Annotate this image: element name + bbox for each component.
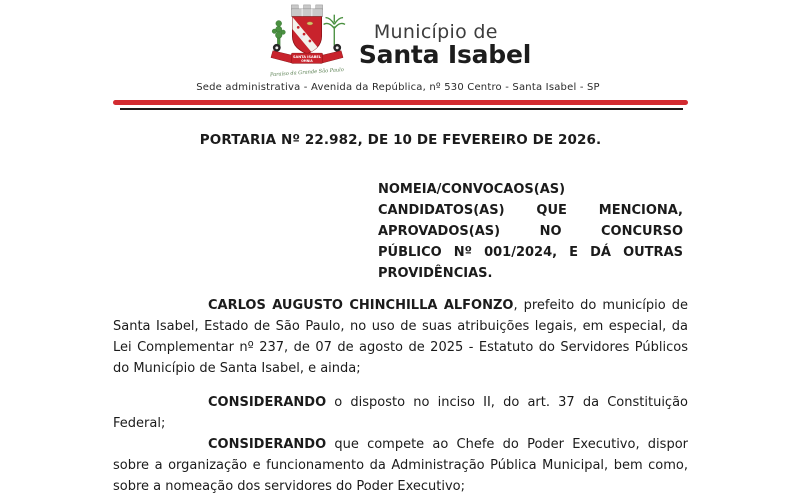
crest-crown [291,5,322,17]
paragraph-considerando-1 [113,392,688,434]
crest-slogan-text: Paraíso da Grande São Paulo [269,67,344,78]
summary-line: PROVIDÊNCIAS. [378,266,493,281]
document-title: PORTARIA Nº 22.982, DE 10 DE FEVEREIRO DE 2026. [199,132,602,148]
summary-line: CANDIDATOS(AS) QUE MENCIONA, [378,203,683,218]
paragraph-lead: CARLOS AUGUSTO CHINCHILLA ALFONZO [208,298,514,313]
crest-left-plant [272,21,285,46]
municipal-coat-of-arms-icon [265,2,349,78]
black-divider-rule [120,108,683,110]
crest-banner-text: SANTA ISABEL [292,54,321,59]
paragraph-text: que compete ao Chefe do Poder Executivo, dispor sobre a organização e funcionamento da Administração Pública Municipal, bem como, sobre a nomeação dos servidores do Poder Executivo; [113,437,688,494]
org-name [359,22,531,67]
address-line: Sede administrativa - Avenida da República, nº 530 Centro - Santa Isabel - SP [196,82,600,93]
summary-line: APROVADOS(AS) NO CONCURSO [378,224,683,239]
crest-right-plant [323,15,344,46]
paragraph-text: o disposto no inciso II, do art. 37 da Constituição Federal; [113,395,688,431]
summary-line: NOMEIA/CONVOCAOS(AS) [378,182,566,197]
paragraph-lead: CONSIDERANDO [208,395,327,410]
paragraph-text: , prefeito do município de Santa Isabel, Estado de São Paulo, no uso de suas atribuições legais, em especial, da Lei Complementar nº 237, de 07 de agosto de 2025 - Estatuto do Servidores Públicos do Município de Santa Isabel, e ainda; [113,298,688,376]
org-name-line1: Município de [373,21,498,43]
paragraph-preamble [113,295,688,379]
letterhead [0,0,796,78]
document-body [113,132,688,496]
crest-motto-text: OMNIA [301,59,313,64]
red-divider-rule [113,100,688,105]
summary-line: PÚBLICO Nº 001/2024, E DÁ OUTRAS [378,245,683,260]
paragraph-considerando-2 [113,434,688,496]
paragraph-lead: CONSIDERANDO [208,437,327,452]
org-name-line2: Santa Isabel [358,40,532,69]
document-summary [378,179,683,284]
